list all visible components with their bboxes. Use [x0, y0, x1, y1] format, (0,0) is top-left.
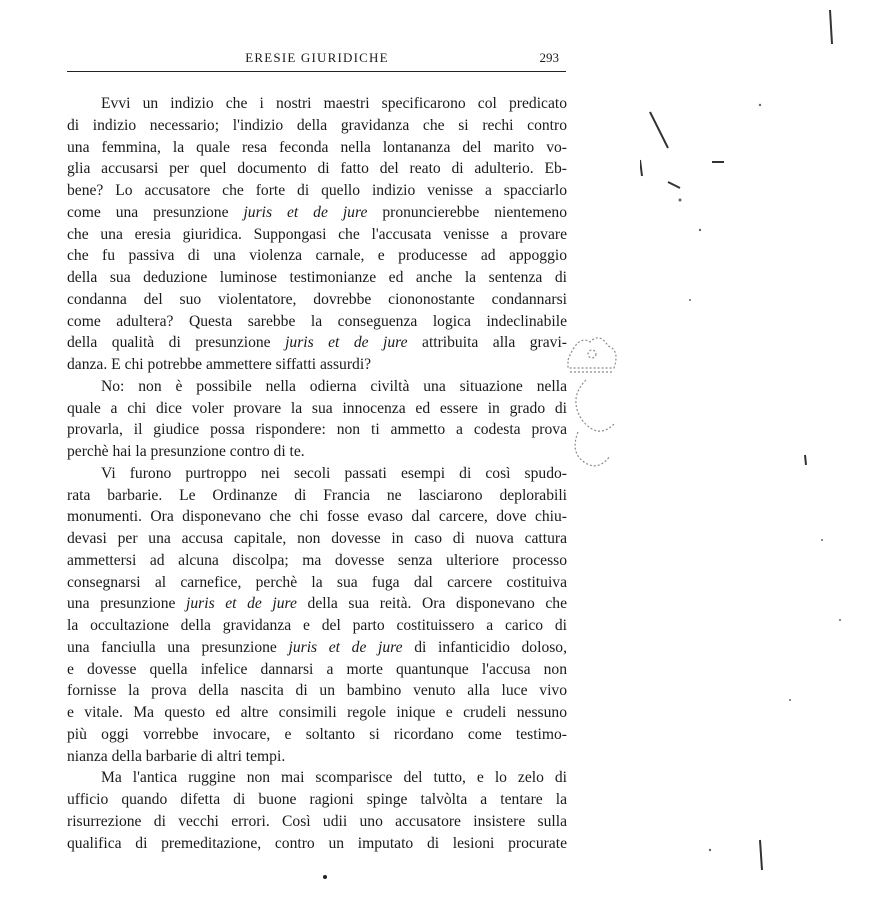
text-line: rata barbarie. Le Ordinanze di Francia ne lasciarono deplorabili — [67, 486, 567, 504]
latin-phrase: juris et de jure — [243, 203, 368, 221]
text-line: danza. E chi potrebbe ammettere siffatti assurdi? — [67, 356, 372, 373]
latin-phrase: juris et de jure — [288, 638, 403, 656]
text-line: provarla, il giudice possa rispondere: non ti ammetto a codesta prova — [67, 421, 567, 439]
header-rule — [67, 71, 566, 72]
latin-phrase: juris et de jure — [285, 334, 408, 352]
text-span: di infanticidio doloso, — [402, 638, 567, 656]
text-line: Vi furono purtroppo nei secoli passati esempi di così spudo- — [101, 464, 567, 482]
text-span: una presunzione — [67, 595, 187, 613]
text-line: Evvi un indizio che i nostri maestri specificarono col predicato — [101, 95, 567, 112]
text-span: pronuncierebbe nientemeno — [367, 203, 567, 221]
text-span: della qualità di presunzione — [67, 334, 286, 352]
text-line: No: non è possibile nella odierna civiltà una situazione nella — [101, 377, 567, 395]
text-span: una fanciulla una presunzione — [67, 638, 289, 656]
text-span: come una presunzione — [67, 203, 244, 221]
text-line: devasi per una accusa capitale, non dovesse in caso di nuova cattura — [67, 530, 567, 547]
text-line: bene? Lo accusatore che forte di quello indizio venisse a spacciarlo — [67, 182, 567, 199]
text-line — [67, 593, 567, 615]
text-line: e vitale. Ma questo ed altre consimili regole inique e crudeli nessuno — [67, 704, 567, 721]
text-line: perchè hai la presunzione contro di te. — [67, 443, 305, 460]
text-span: della sua reità. Ora disponevano che — [296, 595, 568, 613]
text-line: che fu passiva di una violenza carnale, e producesse ad appoggio — [67, 247, 567, 265]
scan-speck-image — [640, 0, 880, 900]
text-line: fornisse la prova della nascita di un bambino venuto alla luce vivo — [67, 682, 567, 700]
text-line: nianza della barbarie di altri tempi. — [67, 747, 286, 765]
text-line: che una eresia giuridica. Suppongasi che l'accusata venisse a provare — [67, 225, 567, 243]
text-line: consegnarsi al carnefice, perchè la sua fuga dal carcere costituiva — [67, 573, 567, 591]
text-line: quale a chi dice voler provare la sua innocenza ed essere in grado di — [67, 399, 567, 417]
text-line: Ma l'antica ruggine non mai scomparisce del tutto, e lo zelo di — [101, 769, 567, 787]
scan-mark-image — [320, 872, 330, 882]
latin-phrase: juris et de jure — [186, 595, 297, 613]
text-line: la occultazione della gravidanza e del parto costituissero a carico di — [67, 617, 567, 634]
text-line — [67, 637, 567, 659]
library-stamp-image — [548, 328, 628, 478]
body-text — [67, 93, 567, 854]
page-number: 293 — [539, 50, 559, 65]
text-line — [67, 332, 567, 354]
text-line: e dovesse quella infelice dannarsi a morte quantunque l'accusa non — [67, 660, 567, 678]
text-line: glia accusarsi per quel documento di fatto del reato di adulterio. Eb- — [67, 160, 567, 178]
page-header — [67, 50, 567, 70]
text-line: ufficio quando difetta di buone ragioni spinge talvòlta a tentare la — [67, 791, 567, 808]
text-line: ammettersi ad alcuna discolpa; ma dovesse senza ulteriore processo — [67, 551, 567, 569]
text-line: una femmina, la quale resa feconda nella lontananza del marito vo- — [67, 138, 567, 156]
running-title: ERESIE GIURIDICHE — [245, 50, 389, 65]
text-line: più oggi vorrebbe invocare, e soltanto si ricordano come testimo- — [67, 725, 567, 743]
text-line: condanna del suo violentatore, dovrebbe ciononostante condannarsi — [67, 290, 567, 308]
text-line — [67, 202, 567, 224]
text-line: come adultera? Questa sarebbe la conseguenza logica indeclinabile — [67, 312, 567, 330]
text-line: risurrezione di vecchi errori. Così udii uno accusatore insistere sulla — [67, 812, 567, 830]
text-line: di indizio necessario; l'indizio della gravidanza che si rechi contro — [67, 116, 567, 134]
text-line: monumenti. Ora disponevano che chi fosse evaso dal carcere, dove chiu- — [67, 508, 567, 526]
text-span: attribuita alla gravi- — [407, 334, 567, 352]
text-line: qualifica di premeditazione, contro un imputato di lesioni procurate — [67, 834, 567, 852]
text-line: della sua deduzione luminose testimonianze ed anche la sentenza di — [67, 269, 567, 286]
